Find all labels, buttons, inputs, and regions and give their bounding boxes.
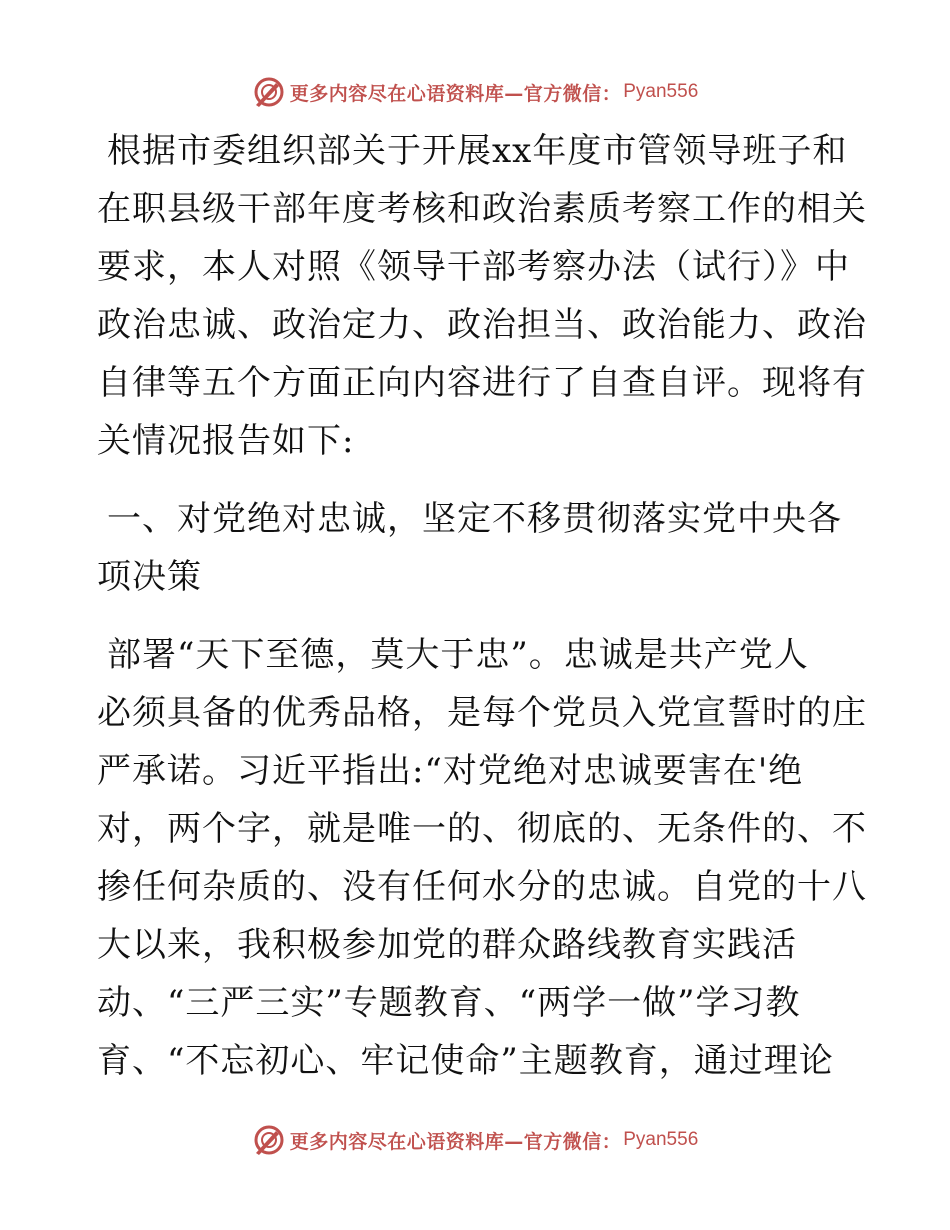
text-line: 严承诺。习近平指出:“对党绝对忠诚要害在'绝: [97, 751, 804, 791]
footer-banner: [0, 1120, 950, 1160]
paragraph-body: [97, 626, 867, 1090]
pen-logo-icon: [252, 75, 286, 109]
text-line: 大以来，我积极参加党的群众路线教育实践活: [97, 925, 797, 965]
banner-text: 更多内容尽在心语资料库—官方微信：: [289, 1130, 622, 1153]
text-line: 部署“天下至德，莫大于忠”。忠诚是共产党人: [107, 635, 809, 675]
text-line: 政治忠诚、政治定力、政治担当、政治能力、政治: [97, 305, 867, 345]
text-line: 关情况报告如下:: [97, 421, 355, 461]
banner-text: 更多内容尽在心语资料库—官方微信：: [289, 82, 622, 105]
text-line: 动、“三严三实”专题教育、“两学一做”学习教: [97, 983, 801, 1023]
text-line: 必须具备的优秀品格，是每个党员入党宣誓时的庄: [97, 693, 867, 733]
text-line: 自律等五个方面正向内容进行了自查自评。现将有: [97, 363, 867, 403]
text-line: 要求，本人对照《领导干部考察办法（试行）》中: [97, 247, 850, 287]
text-line: 掺任何杂质的、没有任何水分的忠诚。自党的十八: [97, 867, 867, 907]
text-line: 根据市委组织部关于开展xx年度市管领导班子和: [107, 131, 848, 171]
heading-line: 一、对党绝对忠诚，坚定不移贯彻落实党中央各: [107, 499, 842, 539]
text-line: 育、“不忘初心、牢记使命”主题教育，通过理论: [97, 1041, 834, 1081]
banner-account: Pyan556: [623, 81, 699, 102]
pen-logo-icon: [252, 1123, 286, 1157]
header-banner: [0, 72, 950, 112]
banner-account: Pyan556: [623, 1129, 699, 1150]
paragraph-intro: [97, 122, 867, 470]
section-heading: [97, 490, 857, 606]
document-body: [97, 122, 867, 1090]
heading-line: 项决策: [97, 557, 202, 597]
text-line: 在职县级干部年度考核和政治素质考察工作的相关: [97, 189, 867, 229]
text-line: 对，两个字，就是唯一的、彻底的、无条件的、不: [97, 809, 867, 849]
